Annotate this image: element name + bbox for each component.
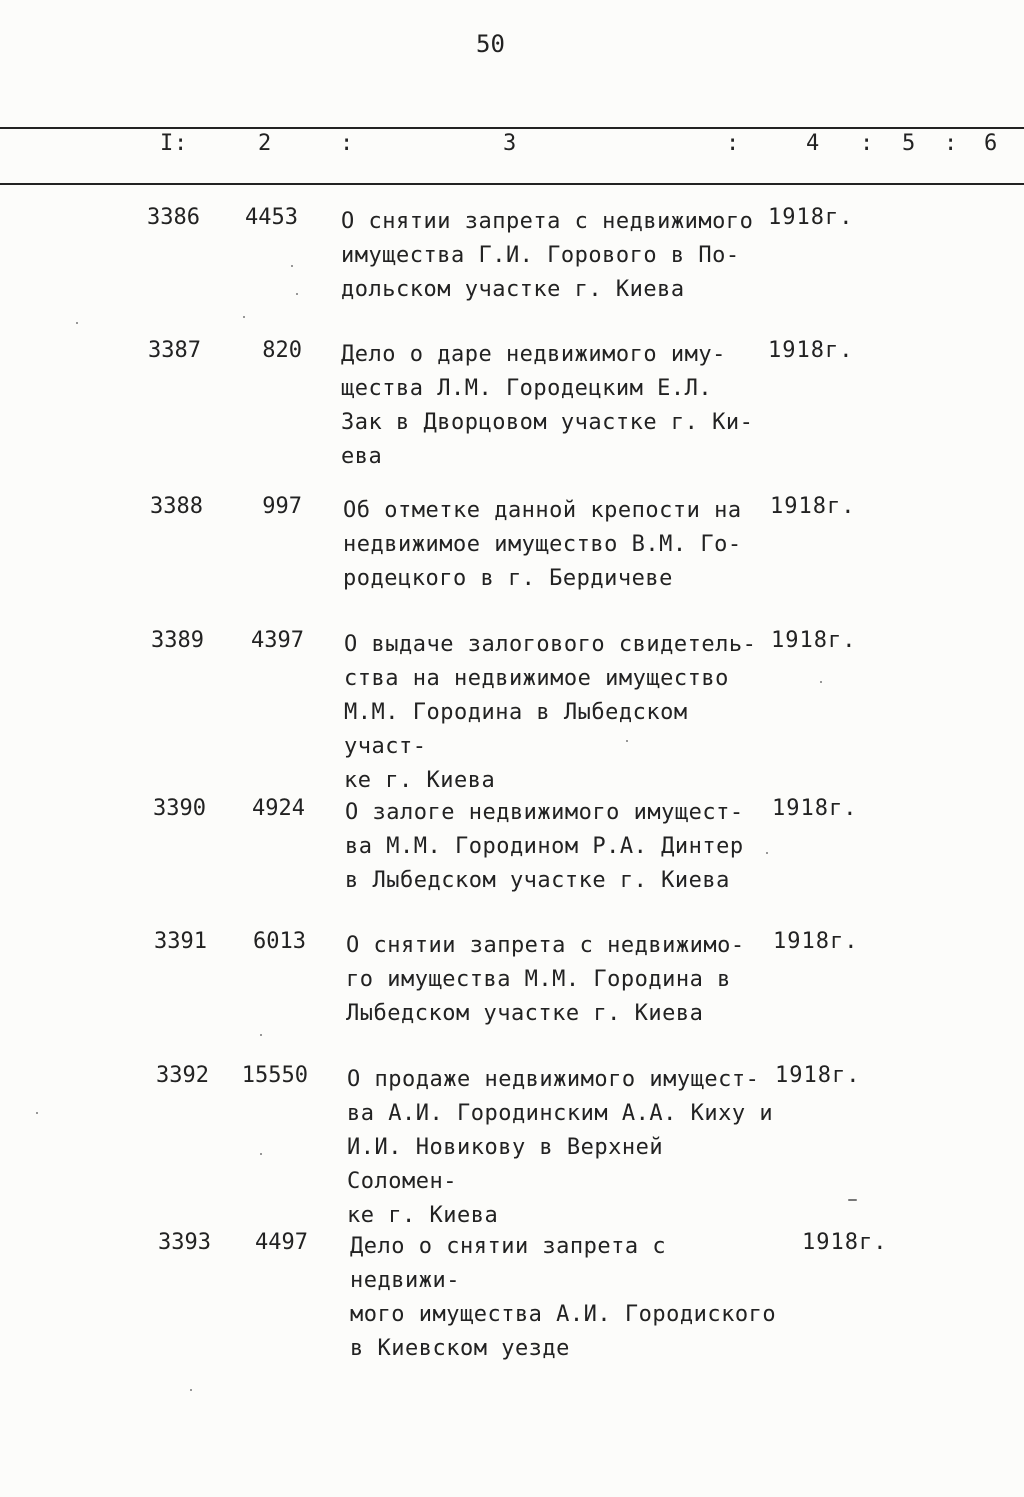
scan-speck [260,1153,262,1155]
column-header-2: 2 [258,131,272,156]
scan-speck [291,265,293,267]
entry-year: 1918г. [802,1230,888,1255]
entry-doc-count: 4397 [251,628,304,653]
entry-description: О залоге недвижимого имущест- ва М.М. Городином Р.А. Динтер в Лыбедском участке г. Киева [345,800,744,893]
entry-description: О снятии запрета с недвижимо- го имущества М.М. Городина в Лыбедском участке г. Киева [346,933,745,1026]
entry-description: Об отметке данной крепости на недвижимое имущество В.М. Го- родецкого в г. Бердичеве [343,498,742,591]
entry-number: 3391 [154,929,207,954]
entry-description: О продаже недвижимого имущест- ва А.И. Городинским А.А. Киху и И.И. Новикову в Верхней Соломен- ке г. Киева [347,1067,774,1228]
entry-doc-count: 6013 [253,929,306,954]
entry-doc-count: 15550 [241,1063,308,1088]
entry-description: Дело о даре недвижимого иму- щества Л.М. Городецким Е.Л. Зак в Дворцовом участке г. Ки- ева [341,342,754,469]
entry-description: Дело о снятии запрета с недвижи- мого имущества А.И. Городиского в Киевском уезде [350,1234,777,1361]
entry-year: 1918г. [773,929,859,954]
column-separator: : [860,131,874,156]
column-separator: : [944,131,958,156]
entry-doc-count: 997 [262,494,302,519]
entry-year: 1918г. [771,628,857,653]
entry-description: О снятии запрета с недвижимого имущества Г.И. Горового в По- дольском участке г. Киева [341,209,754,302]
column-header-3: 3 [503,131,517,156]
entry-number: 3388 [150,494,203,519]
scan-speck [626,740,628,742]
column-header-1: I [160,131,174,156]
header-rule-bottom [0,183,1024,185]
scan-speck [76,322,78,324]
entry-description: О выдаче залогового свидетель- ства на недвижимое имущество М.М. Городина в Лыбедском участ- ке г. Киева [344,632,757,793]
scan-speck [190,1389,192,1391]
entry-number: 3389 [151,628,204,653]
entry-number: 3393 [158,1230,211,1255]
column-separator: : [174,131,188,156]
entry-year: 1918г. [768,338,854,363]
scan-speck [296,293,298,295]
entry-doc-count: 4497 [255,1230,308,1255]
column-header-5: 5 [902,131,916,156]
entry-year: 1918г. [772,796,858,821]
scan-speck [848,1199,857,1201]
entry-number: 3392 [156,1063,209,1088]
entry-year: 1918г. [768,205,854,230]
scan-speck [243,316,245,318]
entry-number: 3386 [147,205,200,230]
scan-speck [36,1112,38,1114]
page-number: 50 [476,30,505,58]
entry-year: 1918г. [775,1063,861,1088]
entry-doc-count: 820 [262,338,302,363]
column-separator: : [726,131,740,156]
entry-number: 3387 [148,338,201,363]
column-separator: : [340,131,354,156]
entry-doc-count: 4924 [252,796,305,821]
entry-year: 1918г. [770,494,856,519]
scan-speck [766,852,768,854]
entry-doc-count: 4453 [245,205,298,230]
scan-speck [820,681,822,683]
entry-number: 3390 [153,796,206,821]
column-header-6: 6 [984,131,998,156]
scan-speck [260,1034,262,1036]
column-header-4: 4 [806,131,820,156]
header-rule-top [0,127,1024,129]
